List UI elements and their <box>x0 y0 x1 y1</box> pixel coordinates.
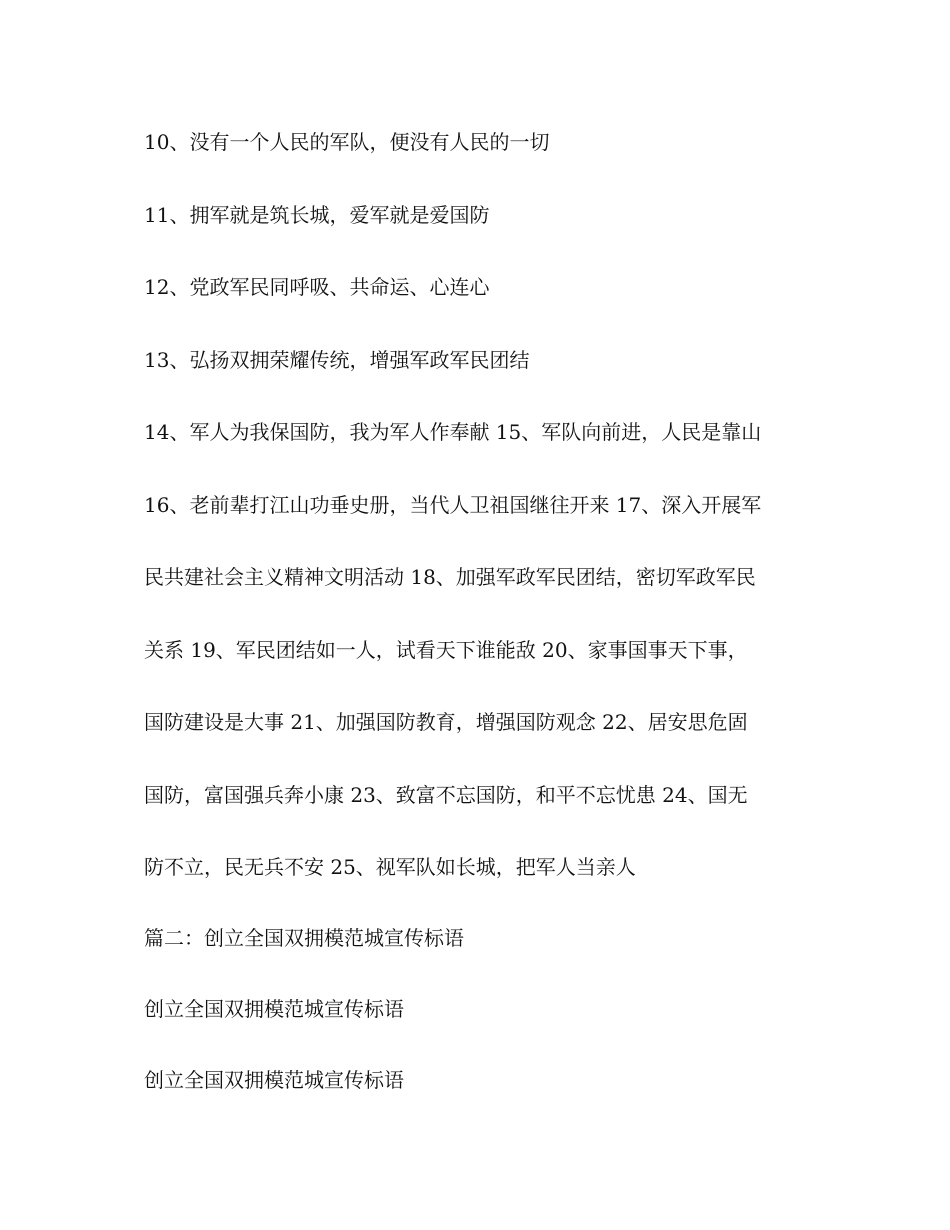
text-line-10: 国防，富国强兵奔小康 23、致富不忘国防，和平不忘忧患 24、国无 <box>144 782 748 807</box>
text-line-9: 国防建设是大事 21、加强国防教育，增强国防观念 22、居安思危固 <box>144 710 748 734</box>
text-line-11: 防不立，民无兵不安 25、视军队如长城，把军人当亲人 <box>144 855 636 879</box>
subtitle-line-1: 创立全国双拥模范城宣传标语 <box>144 997 404 1021</box>
text-line-5: 14、军人为我保国防，我为军人作奉献 15、军队向前进，人民是靠山 <box>144 420 762 444</box>
section-heading: 篇二：创立全国双拥模范城宣传标语 <box>144 926 464 950</box>
text-line-1: 10、没有一个人民的军队，便没有人民的一切 <box>144 130 550 154</box>
subtitle-line-2: 创立全国双拥模范城宣传标语 <box>144 1068 404 1092</box>
document-body <box>144 124 814 1133</box>
text-line-7: 民共建社会主义精神文明活动 18、加强军政军民团结，密切军政军民 <box>144 565 756 589</box>
text-line-4: 13、弘扬双拥荣耀传统，增强军政军民团结 <box>144 347 530 372</box>
text-line-2: 11、拥军就是筑长城，爱军就是爱国防 <box>144 202 490 227</box>
text-line-6: 16、老前辈打江山功垂史册，当代人卫祖国继往开来 17、深入开展军 <box>144 492 762 517</box>
text-line-8: 关系 19、军民团结如一人，试看天下谁能敌 20、家事国事天下事， <box>144 637 748 662</box>
text-line-3: 12、党政军民同呼吸、共命运、心连心 <box>144 275 490 299</box>
